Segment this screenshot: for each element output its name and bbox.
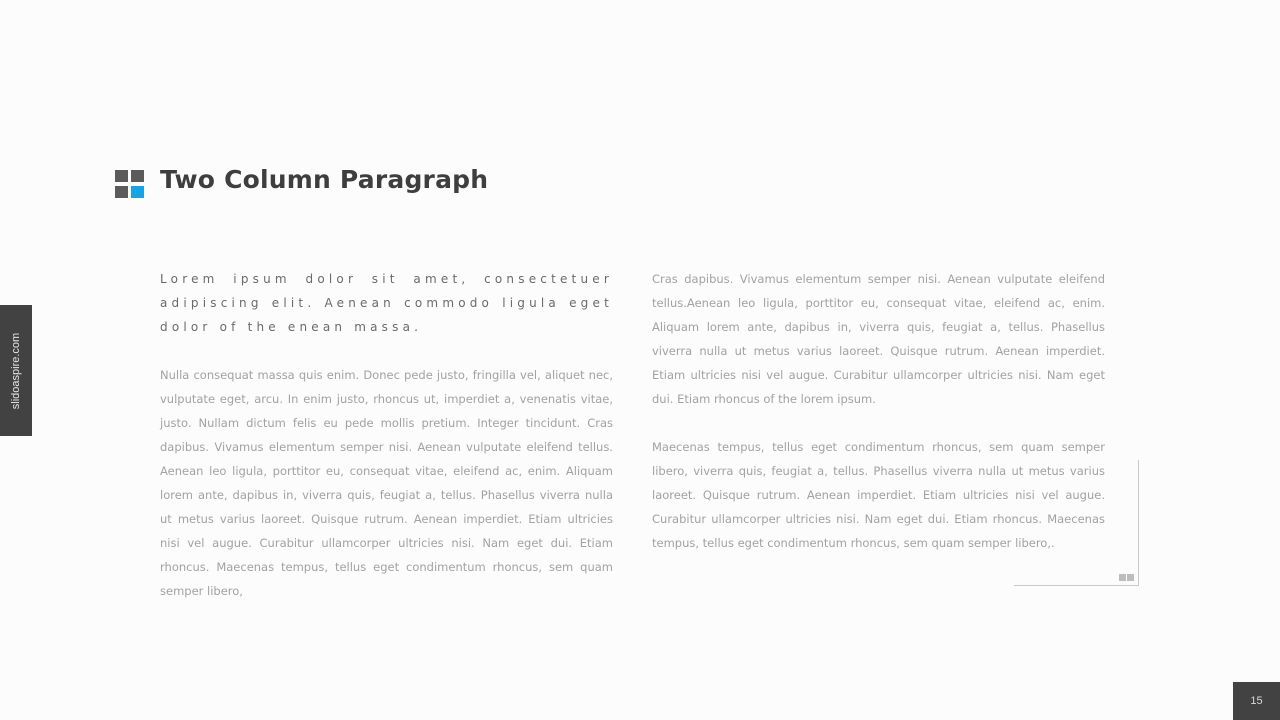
grid-squares-icon [115,170,144,198]
grid-square-accent [131,186,144,198]
left-column [160,267,613,603]
grid-square [115,170,128,182]
side-tab [0,305,32,436]
mini-squares-icon [1127,574,1134,581]
mini-squares-icon [1119,574,1126,581]
page-number: 15 [1233,682,1280,720]
grid-square [131,170,144,182]
corner-frame [1014,460,1139,586]
slide-title: Two Column Paragraph [160,165,489,194]
body-paragraph: Cras dapibus. Vivamus elementum semper nisi. Aenean vulputate eleifend tellus.Aenean leo ligula, porttitor eu, consequat vitae, eleifend ac, enim. Aliquam lorem ante, dapibus in, viverra quis, feugiat a, tellus. Phasellus viverra nulla ut metus varius laoreet. Quisque rutrum. Aenean imperdiet. Etiam ultricies nisi vel augue. Curabitur ullamcorper ultricies nisi. Nam eget dui. Etiam rhoncus of the lorem ipsum. [652,272,1105,406]
grid-square [115,186,128,198]
side-tab-label: slidoaspire.com [10,332,23,409]
lead-paragraph: Lorem ipsum dolor sit amet, consectetuer adipiscing elit. Aenean commodo ligula eget dolor of the enean massa. [160,272,613,334]
body-paragraph: Maecenas tempus, tellus eget condimentum rhoncus, sem quam semper libero, viverra quis, feugiat a, tellus. Phasellus viverra nulla ut metus varius laoreet. Quisque rutrum. Aenean imperdiet. Etiam ultricies nisi vel augue. Curabitur ullamcorper ultricies nisi. Nam eget dui. Etiam rhoncus. Maecenas tempus, tellus eget condimentum rhoncus, sem quam semper libero,. [652,440,1105,550]
body-paragraph: Nulla consequat massa quis enim. Donec pede justo, fringilla vel, aliquet nec, vulputate eget, arcu. In enim justo, rhoncus ut, imperdiet a, venenatis vitae, justo. Nullam dictum felis eu pede mollis pretium. Integer tincidunt. Cras dapibus. Vivamus elementum semper nisi. Aenean vulputate eleifend tellus. Aenean leo ligula, porttitor eu, consequat vitae, eleifend ac, enim. Aliquam lorem ante, dapibus in, viverra quis, feugiat a, tellus. Phasellus viverra nulla ut metus varius laoreet. Quisque rutrum. Aenean imperdiet. Etiam ultricies nisi vel augue. Curabitur ullamcorper ultricies nisi. Nam eget dui. Etiam rhoncus. Maecenas tempus, tellus eget condimentum rhoncus, sem quam semper libero, [160,368,613,598]
